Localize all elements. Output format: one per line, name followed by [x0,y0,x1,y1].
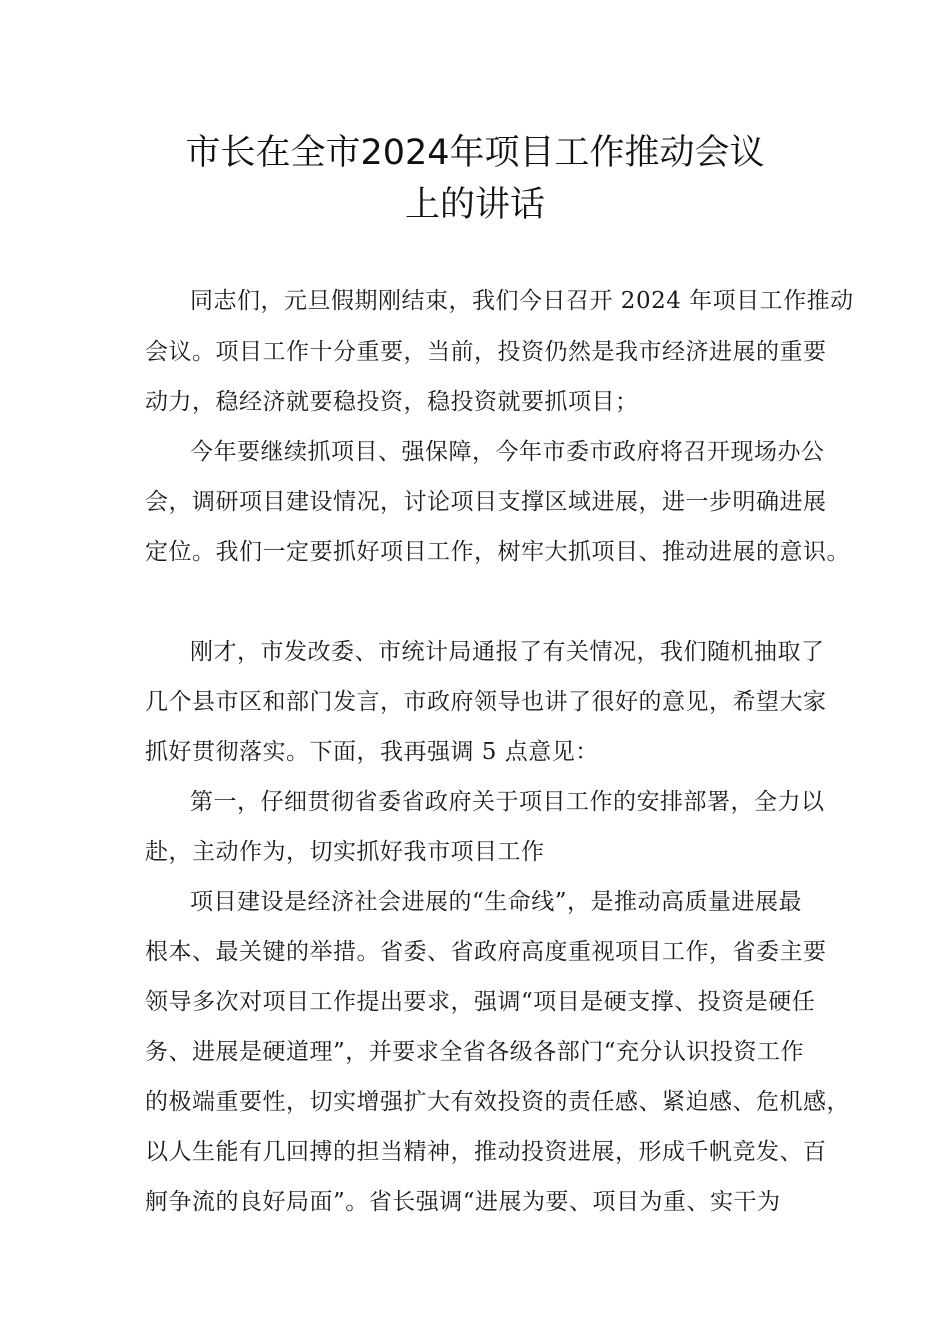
paragraph-line: 今年要继续抓项目、强保障，今年市委市政府将召开现场办公 [190,439,825,465]
paragraph-line: 的极端重要性，切实增强扩大有效投资的责任感、紧迫感、危机感， [145,1089,850,1115]
paragraph-line: 舸争流的良好局面”。省长强调“进展为要、项目为重、实干为 [145,1189,781,1215]
paragraph-line: 领导多次对项目工作提出要求，强调“项目是硬支撑、投资是硬任 [145,989,816,1015]
paragraph-line: 动力，稳经济就要稳投资，稳投资就要抓项目； [145,389,639,415]
paragraph-line: 会，调研项目建设情况，讨论项目支撑区域进展，进一步明确进展 [145,489,827,515]
paragraph-line: 务、进展是硬道理”，并要求全省各级各部门“充分认识投资工作 [145,1039,805,1065]
document-title-line-1: 市长在全市2024年项目工作推动会议 [185,133,765,173]
paragraph-line: 定位。我们一定要抓好项目工作，树牢大抓项目、推动进展的意识。 [145,539,850,565]
paragraph-line: 几个县市区和部门发言，市政府领导也讲了很好的意见，希望大家 [145,689,827,715]
paragraph-line: 会议。项目工作十分重要，当前，投资仍然是我市经济进展的重要 [145,339,827,365]
paragraph-line: 抓好贯彻落实。下面，我再强调 5 点意见： [145,739,599,765]
paragraph-line: 同志们，元旦假期刚结束，我们今日召开 2024 年项目工作推动 [190,288,854,314]
paragraph-line: 赴，主动作为，切实抓好我市项目工作 [145,839,545,865]
paragraph-line: 以人生能有几回搏的担当精神，推动投资进展，形成千帆竞发、百 [145,1139,827,1165]
paragraph-line: 根本、最关键的举措。省委、省政府高度重视项目工作，省委主要 [145,939,827,965]
paragraph-line: 第一，仔细贯彻省委省政府关于项目工作的安排部署，全力以 [190,789,825,815]
document-title-line-2: 上的讲话 [404,185,545,225]
paragraph-line: 刚才，市发改委、市统计局通报了有关情况，我们随机抽取了 [190,639,825,665]
paragraph-line: 项目建设是经济社会进展的“生命线”，是推动高质量进展最 [190,889,803,915]
